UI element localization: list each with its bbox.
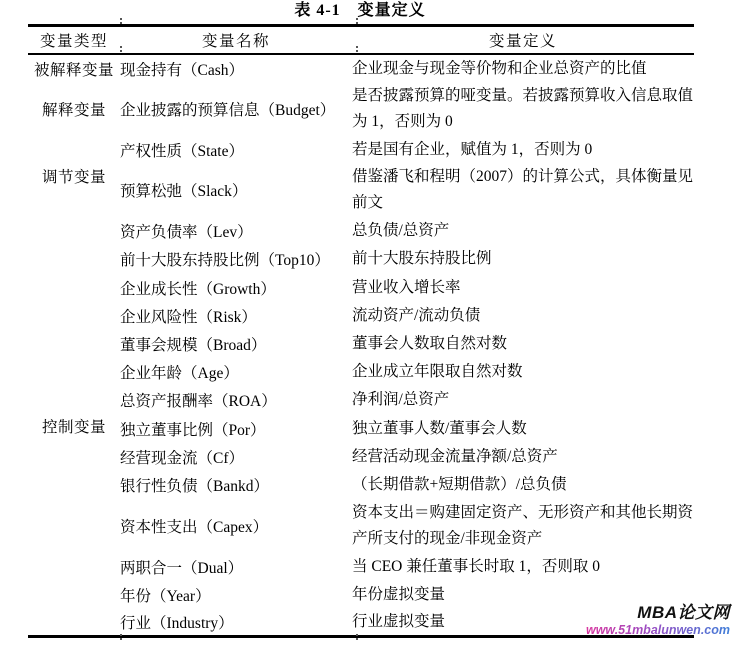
table-row	[28, 164, 694, 217]
watermark-brand: MBA论文网	[637, 603, 730, 622]
watermark-url: www.51mbalunwen.com	[585, 623, 730, 637]
table-row	[28, 302, 694, 330]
variable-name-cell: 总资产报酬率（ROA）	[120, 393, 277, 411]
table-row	[28, 330, 694, 358]
variable-name-cell: 企业成长性（Growth）	[120, 280, 276, 298]
table-row	[28, 443, 694, 471]
variable-type-cell: 控制变量	[41, 419, 106, 437]
variable-definition-cell: 流动资产/流动负债	[352, 306, 481, 324]
variable-name-cell: 董事会规模（Broad）	[120, 337, 267, 354]
variable-name-cell: 企业风险性（Risk）	[120, 308, 257, 326]
variable-name-cell: 产权性质（State）	[120, 142, 244, 160]
rule-tick-artifact	[356, 634, 358, 640]
column-header-variable-name: 变量名称	[120, 26, 352, 55]
table-row	[28, 414, 694, 442]
variable-type-cell: 解释变量	[41, 101, 106, 119]
variable-name-cell: 银行性负债（Bankd）	[120, 477, 269, 495]
variable-definition-cell: 企业现金与现金等价物和企业总资产的比值	[352, 59, 647, 77]
rule-tick-artifact	[120, 46, 122, 52]
variable-name-cell: 企业年龄（Age）	[120, 365, 239, 383]
rule-tick-artifact	[120, 634, 122, 640]
variable-definition-cell: 借鉴潘飞和程明（2007）的计算公式，具体衡量见前文	[352, 168, 694, 212]
variable-definition-cell: 总负债/总资产	[352, 222, 450, 240]
table-row	[28, 471, 694, 499]
rule-tick-artifact	[356, 46, 358, 52]
variable-name-cell: 年份（Year）	[120, 587, 211, 605]
variables-table-body	[28, 54, 694, 637]
variable-definition-cell: 独立董事人数/董事会人数	[352, 419, 527, 437]
table-title: 表 4-1 变量定义	[294, 2, 426, 19]
variable-name-cell: 现金持有（Cash）	[120, 61, 245, 79]
variable-definition-cell: 董事会人数取自然对数	[352, 335, 508, 352]
variable-type-cell: 调节变量	[41, 169, 106, 187]
table-row	[28, 386, 694, 414]
variable-definition-cell: 行业虚拟变量	[352, 613, 446, 631]
table-row	[28, 274, 694, 302]
rule-tick-artifact	[356, 18, 358, 24]
variable-definition-cell: 若是国有企业，赋值为 1，否则为 0	[352, 140, 593, 158]
table-row	[28, 136, 694, 164]
table-header-row	[28, 26, 694, 55]
variable-definition-cell: 是否披露预算的哑变量。若披露预算收入信息取值为 1，否则为 0	[352, 86, 694, 130]
table-row	[28, 499, 694, 552]
column-header-variable-definition: 变量定义	[352, 26, 694, 55]
variable-name-cell: 企业披露的预算信息（Budget）	[120, 101, 336, 119]
variable-type-cell: 被解释变量	[33, 61, 114, 79]
variable-definition-cell: 当 CEO 兼任董事长时取 1，否则取 0	[352, 557, 601, 575]
table-row	[28, 54, 694, 82]
variable-definition-cell: （长期借款+短期借款）/总负债	[352, 475, 567, 493]
variables-table	[28, 24, 694, 638]
table-row	[28, 358, 694, 386]
table-row	[28, 217, 694, 245]
variable-name-cell: 前十大股东持股比例（Top10）	[120, 252, 330, 270]
variable-definition-cell: 企业成立年限取自然对数	[352, 363, 523, 381]
table-row	[28, 552, 694, 580]
variable-name-cell: 预算松弛（Slack）	[120, 183, 248, 201]
variable-definition-cell: 经营活动现金流量净额/总资产	[352, 447, 558, 465]
variable-definition-cell: 净利润/总资产	[352, 391, 450, 409]
variable-definition-cell: 年份虚拟变量	[352, 585, 446, 603]
variable-name-cell: 两职合一（Dual）	[120, 559, 244, 577]
variable-definition-cell: 前十大股东持股比例	[352, 250, 492, 268]
rule-tick-artifact	[120, 18, 122, 24]
variable-name-cell: 行业（Industry）	[120, 615, 234, 633]
table-row	[28, 245, 694, 273]
watermark	[586, 602, 730, 638]
table-row	[28, 82, 694, 135]
variable-definition-cell: 资本支出＝购建固定资产、无形资产和其他长期资产所支付的现金/非现金资产	[352, 503, 694, 547]
variable-definition-cell: 营业收入增长率	[352, 278, 461, 296]
variable-name-cell: 资产负债率（Lev）	[120, 224, 253, 242]
variable-name-cell: 独立董事比例（Por）	[120, 421, 266, 439]
variable-name-cell: 资本性支出（Capex）	[120, 518, 269, 536]
variable-name-cell: 经营现金流（Cf）	[120, 449, 245, 467]
column-header-variable-type: 变量类型	[28, 26, 120, 55]
